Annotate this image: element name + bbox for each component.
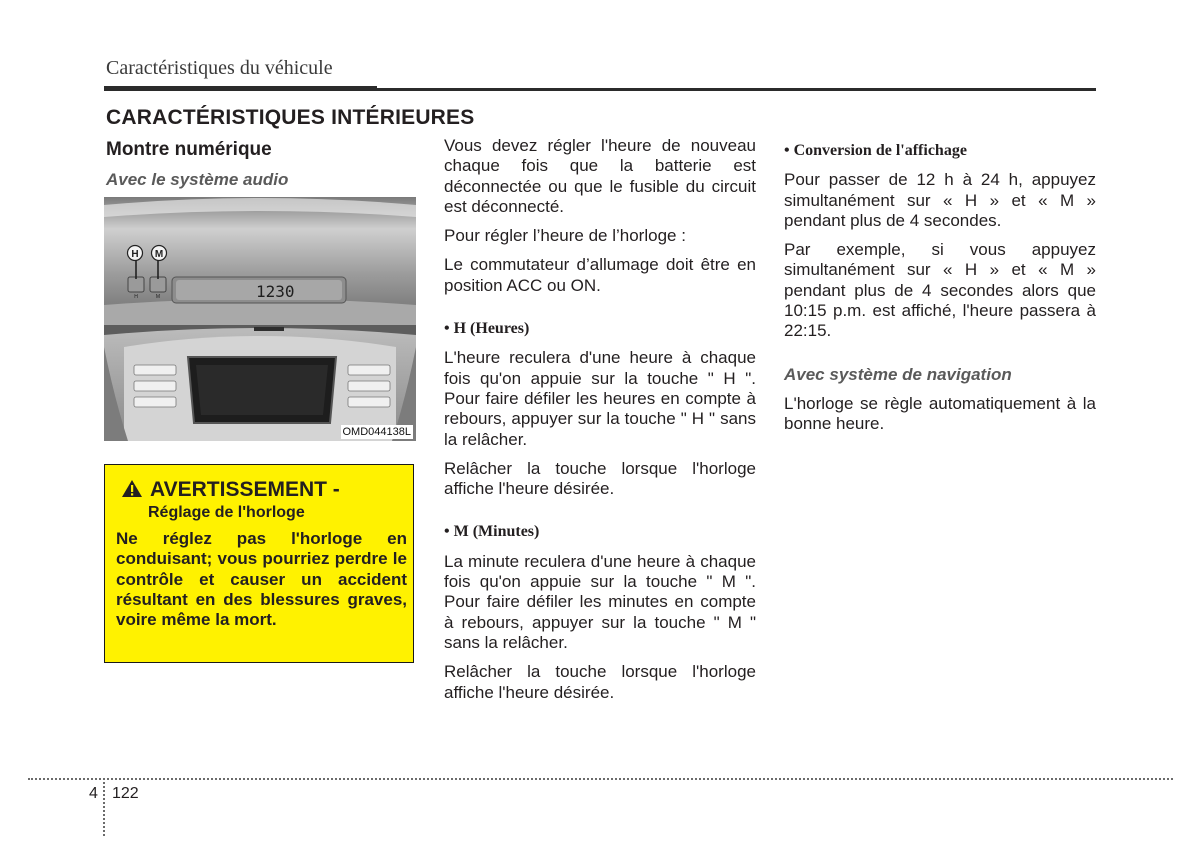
- minutes-paragraph: La minute reculera d'une heure à chaque fois qu'on appuie sur la touche " M ". Pour faire défiler les minutes en compte à rebours, appuyer sur la touche " M " sans la relâcher.: [444, 551, 756, 652]
- ignition-paragraph: Le commutateur d’allumage doit être en position ACC ou ON.: [444, 255, 756, 295]
- hours-heading: • H (Heures): [444, 320, 530, 338]
- h-button-label: H: [134, 294, 138, 300]
- page-number: 122: [112, 785, 139, 802]
- running-header: Caractéristiques du véhicule: [106, 57, 333, 79]
- minutes-release-paragraph: Relâcher la touche lorsque l'horloge affiche l'heure désirée.: [444, 662, 756, 702]
- hours-paragraph: L'heure reculera d'une heure à chaque fois qu'on appuie sur la touche " H ". Pour faire défiler les heures en compte à rebours, appuyer sur la touche " H " sans la relâcher.: [444, 348, 756, 449]
- m-button-label: M: [155, 294, 161, 300]
- section-title: CARACTÉRISTIQUES INTÉRIEURES: [106, 106, 475, 129]
- middle-column: [444, 136, 756, 712]
- h-callout-label: H: [131, 249, 139, 260]
- warning-text: Ne réglez pas l'horloge en conduisant; vous pourriez perdre le contrôle et causer un accident résultant en des blessures graves, voire même la mort.: [116, 529, 407, 630]
- m-callout-label: M: [154, 249, 164, 260]
- conversion-paragraph: Pour passer de 12 h à 24 h, appuyez simultanément sur « H » et « M » pendant plus de 4 secondes.: [784, 170, 1096, 230]
- chapter-number: 4: [89, 785, 98, 802]
- h-button[interactable]: [128, 277, 144, 292]
- footer-rule: [28, 778, 1173, 780]
- hours-release-paragraph: Relâcher la touche lorsque l'horloge affiche l'heure désirée.: [444, 458, 756, 499]
- figure-code: OMD044138L: [342, 426, 411, 438]
- example-paragraph: Par exemple, si vous appuyez simultanément sur « H » et « M » pendant plus de 4 secondes alors que 10:15 p.m. est affiché, l'heure passera à 22:15.: [784, 240, 1096, 341]
- warning-title: AVERTISSEMENT -: [150, 478, 340, 501]
- right-column: [784, 141, 1096, 444]
- header-rule: [104, 88, 1096, 91]
- audio-subtitle: Avec le système audio: [106, 170, 289, 189]
- how-to-paragraph: Pour régler l’heure de l’horloge :: [444, 226, 686, 246]
- audio-clock-figure: [104, 197, 416, 441]
- warning-box: [104, 464, 414, 663]
- navigation-paragraph: L'horloge se règle automatiquement à la bonne heure.: [784, 393, 1096, 434]
- m-button[interactable]: [150, 277, 166, 292]
- right-preset-buttons: [348, 365, 390, 407]
- left-preset-buttons: [134, 365, 176, 407]
- navigation-subtitle: Avec système de navigation: [784, 364, 1012, 384]
- warning-heading: [121, 478, 340, 502]
- warning-triangle-icon: [121, 479, 143, 498]
- conversion-heading: • Conversion de l'affichage: [784, 142, 967, 159]
- intro-paragraph: Vous devez régler l'heure de nouveau chaque fois que la batterie est déconnectée ou que le fusible du circuit est déconnecté.: [444, 136, 756, 216]
- subsection-title: Montre numérique: [106, 139, 272, 160]
- clock-display-digits: 1230: [256, 282, 295, 301]
- warning-subtitle: Réglage de l'horloge: [148, 504, 305, 521]
- dashboard-illustration: [104, 197, 416, 441]
- footer-divider: [103, 778, 105, 836]
- minutes-heading: • M (Minutes): [444, 523, 540, 541]
